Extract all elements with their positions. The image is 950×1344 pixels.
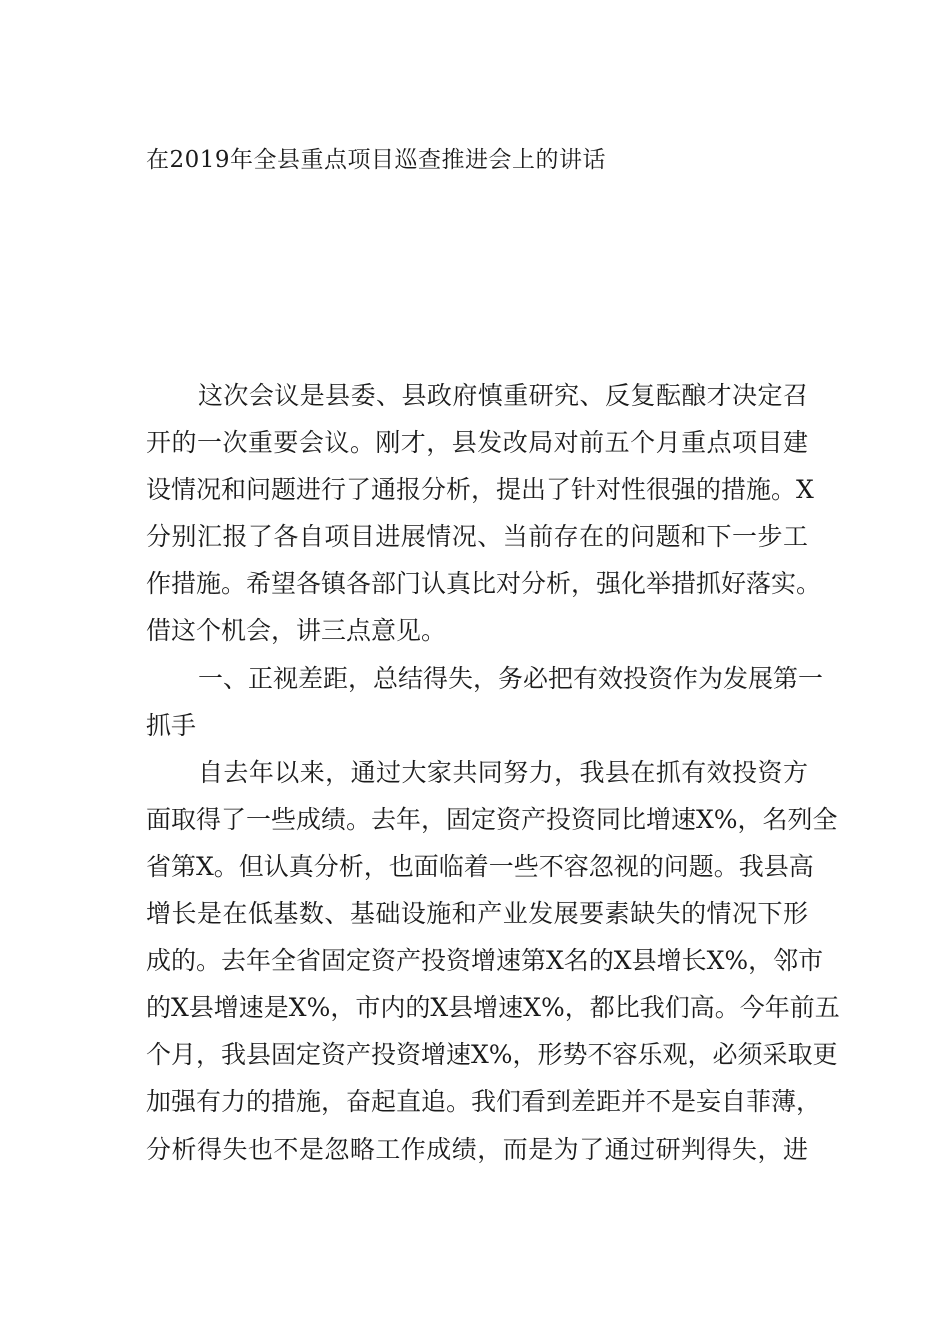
text-line: 借这个机会，讲三点意见。 <box>146 616 447 646</box>
text-line: 增长是在低基数、基础设施和产业发展要素缺失的情况下形 <box>146 899 808 929</box>
text-line: 自去年以来，通过大家共同努力，我县在抓有效投资方 <box>198 757 808 787</box>
text-line: 分别汇报了各自项目进展情况、当前存在的问题和下一步工 <box>146 522 808 552</box>
text-line: 个月，我县固定资产投资增速X%，形势不容乐观，必须采取更 <box>146 1040 838 1070</box>
text-line: 面取得了一些成绩。去年，固定资产投资同比增速X%，名列全 <box>146 804 838 834</box>
text-line: 成的。去年全省固定资产投资增速第X名的X县增长X%，邻市 <box>146 946 824 976</box>
section-heading-1 <box>146 655 824 749</box>
paragraph-section-1 <box>146 749 840 1173</box>
text-line: 开的一次重要会议。刚才，县发改局对前五个月重点项目建 <box>146 428 808 458</box>
text-line: 分析得失也不是忽略工作成绩，而是为了通过研判得失，进 <box>146 1134 808 1164</box>
text-line: 作措施。希望各镇各部门认真比对分析，强化举措抓好落实。 <box>146 569 822 599</box>
text-line: 省第X。但认真分析，也面临着一些不容忽视的问题。我县高 <box>146 851 814 881</box>
text-line: 这次会议是县委、县政府慎重研究、反复酝酿才决定召 <box>198 381 808 410</box>
paragraph-intro <box>146 372 822 655</box>
text-line: 设情况和问题进行了通报分析，提出了针对性很强的措施。X <box>146 475 814 505</box>
text-line: 一、正视差距，总结得失，务必把有效投资作为发展第一 <box>198 663 824 693</box>
text-line: 抓手 <box>146 710 197 740</box>
document-title: 在2019年全县重点项目巡查推进会上的讲话 <box>146 147 607 173</box>
text-line: 的X县增速是X%，市内的X县增速X%，都比我们高。今年前五 <box>146 993 840 1023</box>
text-line: 加强有力的措施，奋起直追。我们看到差距并不是妄自菲薄， <box>146 1087 822 1117</box>
document-body <box>146 372 840 1173</box>
